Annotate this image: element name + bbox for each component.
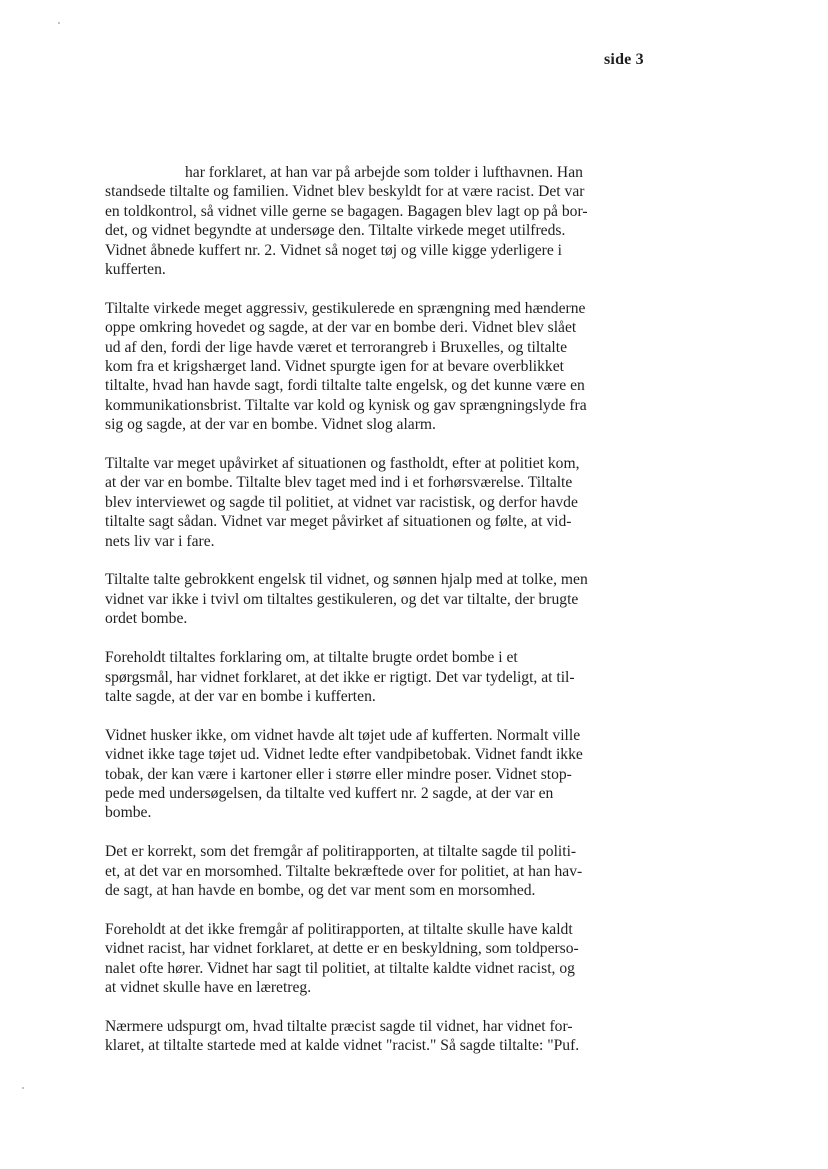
text-line: standsede tiltalte og familien. Vidnet blev beskyldt for at være racist. Det var xyxy=(105,183,585,201)
paragraph xyxy=(105,454,613,551)
text-line: tobak, der kan være i kartoner eller i større eller mindre poser. Vidnet stop- xyxy=(105,765,572,783)
text-line: Vidnet husker ikke, om vidnet havde alt tøjet ude af kufferten. Normalt ville xyxy=(105,726,581,744)
text-line: Foreholdt at det ikke fremgår af politirapporten, at tiltalte skulle have kaldt xyxy=(105,920,573,938)
text-line: de sagt, at han havde en bombe, og det var ment som en morsomhed. xyxy=(105,881,536,899)
text-line: kom fra et krigshærget land. Vidnet spurgte igen for at bevare overblikket xyxy=(105,358,564,376)
text-line: et, at det var en morsomhed. Tiltalte bekræftede over for politiet, at han hav- xyxy=(105,862,583,880)
text-line: at vidnet skulle have en læretreg. xyxy=(105,978,312,996)
text-line: at der var en bombe. Tiltalte blev taget med ind i et forhørsværelse. Tiltalte xyxy=(105,474,573,492)
text-line: kommunikationsbrist. Tiltalte var kold og kynisk og gav sprængningslyde fra xyxy=(105,396,587,414)
text-line: spørgsmål, har vidnet forklaret, at det ikke er rigtigt. Det var tydeligt, at til- xyxy=(105,668,575,686)
scan-speck xyxy=(22,1087,24,1089)
text-line: blev interviewet og sagde til politiet, at vidnet var racistisk, og derfor havde xyxy=(105,493,578,511)
text-line: ordet bombe. xyxy=(105,610,188,628)
page-number: side 3 xyxy=(604,51,644,68)
text-line: tiltalte sagt sådan. Vidnet var meget påvirket af situationen og følte, at vid- xyxy=(105,513,572,531)
paragraph xyxy=(105,920,613,998)
paragraph xyxy=(105,842,613,900)
text-line: nalet ofte hører. Vidnet har sagt til politiet, at tiltalte kaldte vidnet racist, og xyxy=(105,959,575,977)
text-line: ud af den, fordi der lige havde været et terrorangreb i Bruxelles, og tiltalte xyxy=(105,338,568,356)
text-line: vidnet racist, har vidnet forklaret, at dette er en beskyldning, som toldperso- xyxy=(105,940,579,958)
text-line: klaret, at tiltalte startede med at kalde vidnet "racist." Så sagde tiltalte: "Puf. xyxy=(105,1037,580,1055)
text-line: Nærmere udspurgt om, hvad tiltalte præcist sagde til vidnet, har vidnet for- xyxy=(105,1017,573,1035)
text-line: Tiltalte talte gebrokkent engelsk til vidnet, og sønnen hjalp med at tolke, men xyxy=(105,571,588,589)
text-line: kufferten. xyxy=(105,261,166,279)
text-line: tiltalte, hvad han havde sagt, fordi tiltalte talte engelsk, og det kunne være en xyxy=(105,377,585,395)
paragraph xyxy=(105,163,613,279)
text-line: det, og vidnet begyndte at undersøge den. Tiltalte virkede meget utilfreds. xyxy=(105,222,566,240)
text-line: Det er korrekt, som det fremgår af politirapporten, at tiltalte sagde til politi- xyxy=(105,843,577,861)
text-line: Tiltalte var meget upåvirket af situationen og fastholdt, efter at politiet kom, xyxy=(105,455,580,473)
paragraph xyxy=(105,1017,613,1056)
text-line: Vidnet åbnede kuffert nr. 2. Vidnet så noget tøj og ville kigge yderligere i xyxy=(105,241,563,259)
document-body xyxy=(105,163,613,1075)
paragraph xyxy=(105,299,613,435)
text-line: vidnet ikke tage tøjet ud. Vidnet ledte efter vandpibetobak. Vidnet fandt ikke xyxy=(105,746,583,764)
text-line: nets liv var i fare. xyxy=(105,532,215,550)
text-line: Tiltalte virkede meget aggressiv, gestikulerede en sprængning med hænderne xyxy=(105,299,586,317)
text-line: pede med undersøgelsen, da tiltalte ved kuffert nr. 2 sagde, at der var en xyxy=(105,784,554,802)
paragraph xyxy=(105,570,613,628)
text-line: bombe. xyxy=(105,804,152,822)
paragraph xyxy=(105,726,613,823)
text-line-content: har forklaret, at han var på arbejde som tolder i lufthavnen. Han xyxy=(185,164,583,181)
text-line: vidnet var ikke i tvivl om tiltaltes gestikuleren, og det var tiltalte, der brugte xyxy=(105,590,579,608)
text-line: Foreholdt tiltaltes forklaring om, at tiltalte brugte ordet bombe i et xyxy=(105,649,518,667)
scan-speck xyxy=(58,22,60,24)
text-line xyxy=(105,163,613,182)
text-line: oppe omkring hovedet og sagde, at der var en bombe deri. Vidnet blev slået xyxy=(105,319,577,337)
text-line: sig og sagde, at der var en bombe. Vidnet slog alarm. xyxy=(105,416,436,434)
paragraph xyxy=(105,648,613,706)
text-line: talte sagde, at der var en bombe i kufferten. xyxy=(105,687,376,705)
text-line: en toldkontrol, så vidnet ville gerne se bagagen. Bagagen blev lagt op på bor- xyxy=(105,202,588,220)
